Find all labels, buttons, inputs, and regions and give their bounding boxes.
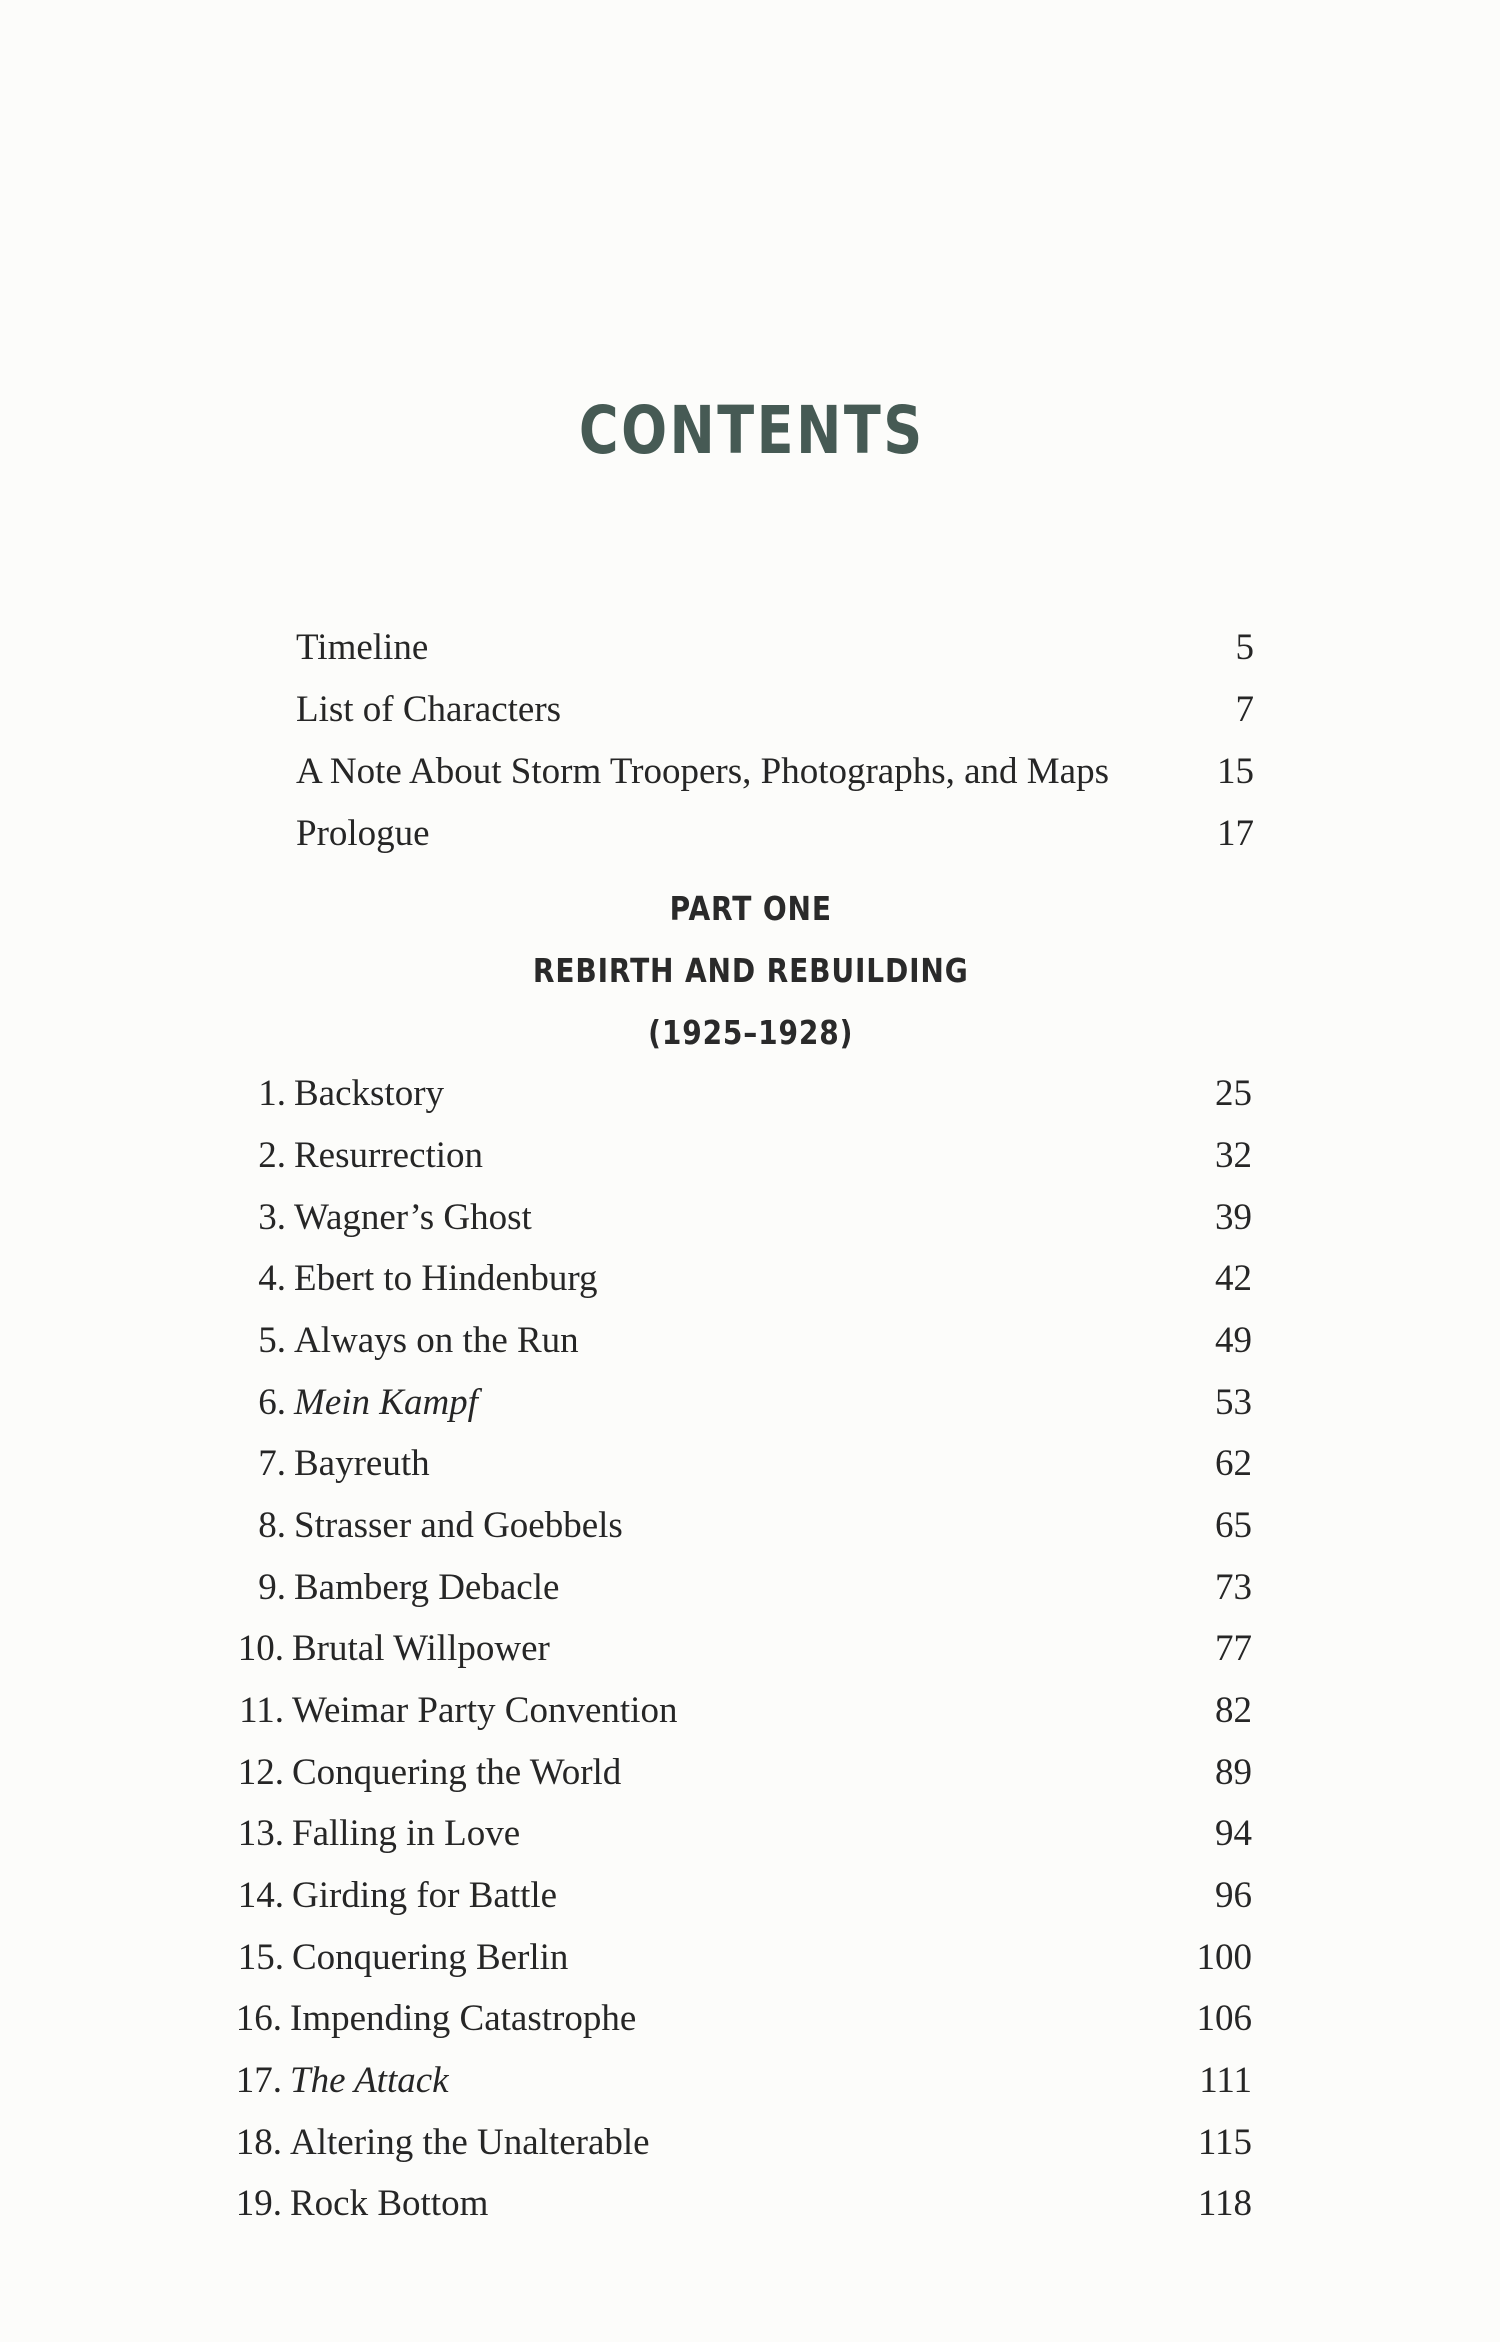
chapter-number: 9.	[258, 1567, 286, 1608]
part-years: (1925–1928)	[648, 1013, 854, 1052]
toc-entry-note[interactable]	[296, 742, 1254, 802]
chapter-title: Altering the Unalterable	[290, 2122, 650, 2163]
toc-chapter-18[interactable]	[235, 2113, 1252, 2173]
toc-chapter-14[interactable]	[237, 1866, 1252, 1926]
chapter-number: 16.	[235, 1998, 282, 2039]
chapter-title: Brutal Willpower	[292, 1628, 550, 1669]
chapter-title: Bayreuth	[294, 1443, 430, 1484]
chapter-title: Resurrection	[294, 1135, 484, 1176]
chapter-title: Wagner’s Ghost	[294, 1197, 532, 1238]
chapter-page: 73	[1215, 1567, 1252, 1608]
toc-chapter-11[interactable]	[239, 1681, 1252, 1741]
toc-chapter-2[interactable]	[258, 1126, 1252, 1186]
chapter-number: 19.	[235, 2183, 282, 2224]
chapter-number: 13.	[237, 1813, 284, 1854]
toc-chapter-7[interactable]	[258, 1434, 1252, 1494]
chapter-number: 2.	[258, 1135, 286, 1176]
chapter-page: 49	[1215, 1320, 1252, 1361]
entry-title: Timeline	[296, 627, 429, 668]
chapter-title: The Attack	[290, 2060, 449, 2101]
chapter-title: Girding for Battle	[292, 1875, 558, 1916]
toc-entry-timeline[interactable]	[296, 618, 1254, 678]
chapter-title: Mein Kampf	[294, 1382, 478, 1423]
chapter-number: 18.	[235, 2122, 282, 2163]
chapter-page: 89	[1215, 1752, 1252, 1793]
chapter-number: 10.	[237, 1628, 284, 1669]
entry-page: 7	[1235, 689, 1254, 730]
entry-page: 15	[1217, 751, 1254, 792]
chapter-page: 39	[1215, 1197, 1252, 1238]
toc-chapter-9[interactable]	[258, 1558, 1252, 1618]
chapter-title: Conquering Berlin	[292, 1937, 569, 1978]
chapter-title: Always on the Run	[294, 1320, 579, 1361]
chapter-number: 5.	[258, 1320, 286, 1361]
toc-chapter-8[interactable]	[258, 1496, 1252, 1556]
chapter-page: 100	[1196, 1937, 1252, 1978]
toc-chapter-13[interactable]	[237, 1804, 1252, 1864]
toc-chapter-1[interactable]	[258, 1064, 1252, 1124]
toc-entry-prologue[interactable]	[296, 804, 1254, 864]
chapter-number: 8.	[258, 1505, 286, 1546]
chapter-title: Strasser and Goebbels	[294, 1505, 623, 1546]
entry-title: A Note About Storm Troopers, Photographs, and Maps	[296, 751, 1110, 792]
toc-chapter-6[interactable]	[258, 1373, 1252, 1433]
page-title: CONTENTS	[578, 392, 925, 469]
part-one-heading	[0, 878, 1500, 1064]
chapter-title: Rock Bottom	[290, 2183, 489, 2224]
chapter-page: 53	[1215, 1382, 1252, 1423]
toc-chapter-12[interactable]	[237, 1743, 1252, 1803]
chapter-number: 6.	[258, 1382, 286, 1423]
chapter-page: 118	[1197, 2183, 1252, 2224]
chapter-page: 62	[1215, 1443, 1252, 1484]
part-name: REBIRTH AND REBUILDING	[532, 951, 969, 990]
chapter-number: 3.	[258, 1197, 286, 1238]
chapter-title: Impending Catastrophe	[290, 1998, 637, 2039]
chapter-title: Weimar Party Convention	[292, 1690, 678, 1731]
toc-chapter-17[interactable]	[235, 2051, 1252, 2111]
chapter-page: 25	[1215, 1073, 1252, 1114]
chapter-number: 14.	[237, 1875, 284, 1916]
chapter-title: Bamberg Debacle	[294, 1567, 560, 1608]
toc-entry-list-of-characters[interactable]	[296, 680, 1254, 740]
chapter-page: 115	[1197, 2122, 1252, 2163]
toc-chapter-15[interactable]	[237, 1928, 1252, 1988]
entry-title: List of Characters	[296, 689, 562, 730]
chapter-number: 17.	[235, 2060, 282, 2101]
chapter-title: Falling in Love	[292, 1813, 521, 1854]
chapter-page: 65	[1215, 1505, 1252, 1546]
part-label: PART ONE	[669, 889, 832, 928]
entry-page: 17	[1217, 813, 1254, 854]
chapter-number: 12.	[237, 1752, 284, 1793]
chapter-number: 1.	[258, 1073, 286, 1114]
toc-chapter-4[interactable]	[258, 1249, 1252, 1309]
chapter-page: 96	[1215, 1875, 1252, 1916]
chapter-page: 32	[1215, 1135, 1252, 1176]
entry-title: Prologue	[296, 813, 430, 854]
chapter-title: Backstory	[294, 1073, 445, 1114]
chapter-number: 4.	[258, 1258, 286, 1299]
toc-chapter-5[interactable]	[258, 1311, 1252, 1371]
chapter-page: 42	[1215, 1258, 1252, 1299]
chapter-number: 7.	[258, 1443, 286, 1484]
chapter-page: 77	[1215, 1628, 1252, 1669]
chapter-title: Ebert to Hindenburg	[294, 1258, 598, 1299]
entry-page: 5	[1235, 627, 1254, 668]
toc-chapter-3[interactable]	[258, 1188, 1252, 1248]
toc-chapter-16[interactable]	[235, 1989, 1252, 2049]
chapter-page: 82	[1215, 1690, 1252, 1731]
toc-chapter-19[interactable]	[235, 2174, 1252, 2234]
chapter-page: 111	[1199, 2060, 1252, 2101]
chapter-title: Conquering the World	[292, 1752, 622, 1793]
chapter-number: 11.	[239, 1690, 284, 1731]
toc-chapter-10[interactable]	[237, 1619, 1252, 1679]
chapter-page: 94	[1215, 1813, 1252, 1854]
chapter-page: 106	[1196, 1998, 1252, 2039]
chapter-number: 15.	[237, 1937, 284, 1978]
